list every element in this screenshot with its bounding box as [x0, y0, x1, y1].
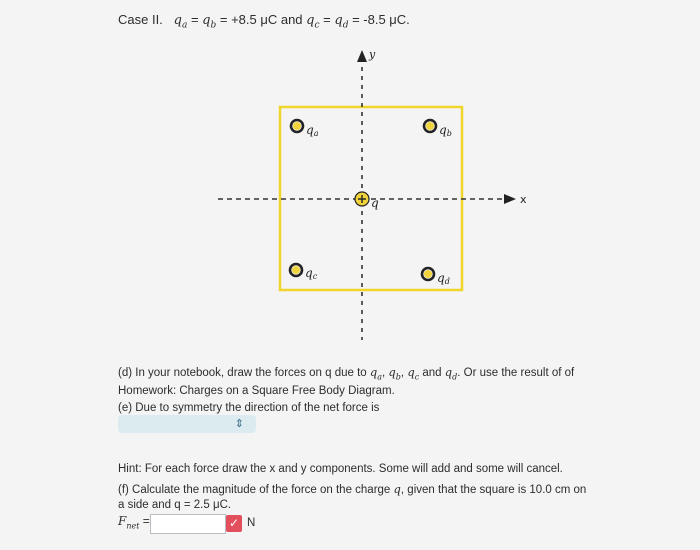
part-f-line-1: [118, 482, 586, 498]
part-d-comma: ,: [400, 367, 408, 379]
charge-symbol-a: q: [173, 13, 182, 28]
negative-value-text: = -8.5 μC.: [348, 12, 410, 27]
charge-symbol-b: q: [202, 13, 211, 28]
part-d-qb: q: [388, 365, 396, 379]
center-charge-label: q: [371, 196, 379, 210]
positive-value-text: = +8.5 μC and: [216, 12, 307, 27]
part-d-text: [118, 365, 574, 399]
x-axis-arrow-icon: [504, 194, 516, 204]
fnet-symbol: F: [118, 514, 127, 528]
part-d-and: and: [419, 367, 445, 379]
hint-text: Hint: For each force draw the x and y components. Some will add and some will cancel.: [118, 463, 563, 475]
part-d-line-2: Homework: Charges on a Square Free Body Diagram.: [118, 385, 395, 398]
charge-sub-c: c: [314, 20, 320, 31]
equals-sign: =: [319, 12, 335, 27]
charge-sub-d: d: [342, 20, 349, 31]
part-f-line-2: a side and q = 2.5 μC.: [118, 499, 232, 511]
charge-sub-b: b: [210, 20, 217, 31]
select-caret-icon: ⇕: [234, 418, 244, 430]
part-d-prefix: (d) In your notebook, draw the forces on q due to: [118, 367, 370, 379]
part-f-prefix: (f) Calculate the magnitude of the force on the charge: [118, 484, 394, 496]
fnet-label: [118, 514, 150, 530]
part-d-line-1: [118, 365, 574, 384]
y-axis-arrow-icon: [357, 50, 367, 62]
part-d-suffix: . Or use the result of of: [457, 367, 575, 379]
charge-b-label: qb: [439, 123, 452, 138]
part-d-qc-sub: c: [414, 372, 420, 382]
charge-b-fill: [426, 122, 434, 130]
part-d-comma: ,: [382, 367, 389, 379]
y-axis-label: y: [369, 48, 376, 61]
fnet-equals: =: [139, 514, 150, 528]
charge-symbol-d: q: [334, 13, 343, 28]
charge-symbol-c: q: [306, 13, 315, 28]
direction-select[interactable]: [118, 415, 256, 433]
fnet-subscript: net: [126, 521, 140, 531]
part-d-qd-sub: d: [452, 372, 458, 382]
part-f-q: q: [393, 482, 401, 496]
case-label: Case II.: [118, 12, 163, 27]
check-status-icon: ✓: [226, 515, 242, 532]
charge-c-label: qc: [305, 266, 318, 281]
fnet-answer-input[interactable]: [150, 514, 226, 534]
part-f-suffix: , given that the square is 10.0 cm on: [400, 484, 587, 496]
charge-d-fill: [424, 270, 432, 278]
charge-a-label: qa: [306, 123, 319, 138]
part-f-text: [118, 482, 586, 513]
part-d-qc: q: [407, 365, 415, 379]
unit-label: N: [247, 517, 256, 529]
charge-sub-a: a: [181, 20, 188, 31]
part-d-qa-sub: a: [377, 372, 383, 382]
charge-d-label: qd: [437, 271, 450, 286]
part-d-qa: q: [369, 365, 378, 379]
part-e-text: (e) Due to symmetry the direction of the net force is: [118, 402, 380, 414]
x-axis-label: x: [520, 193, 527, 206]
part-d-qb-sub: b: [395, 372, 401, 382]
part-d-qd: q: [444, 365, 453, 379]
charge-c-fill: [292, 266, 300, 274]
equals-sign: =: [187, 12, 203, 27]
charge-a-fill: [293, 122, 301, 130]
